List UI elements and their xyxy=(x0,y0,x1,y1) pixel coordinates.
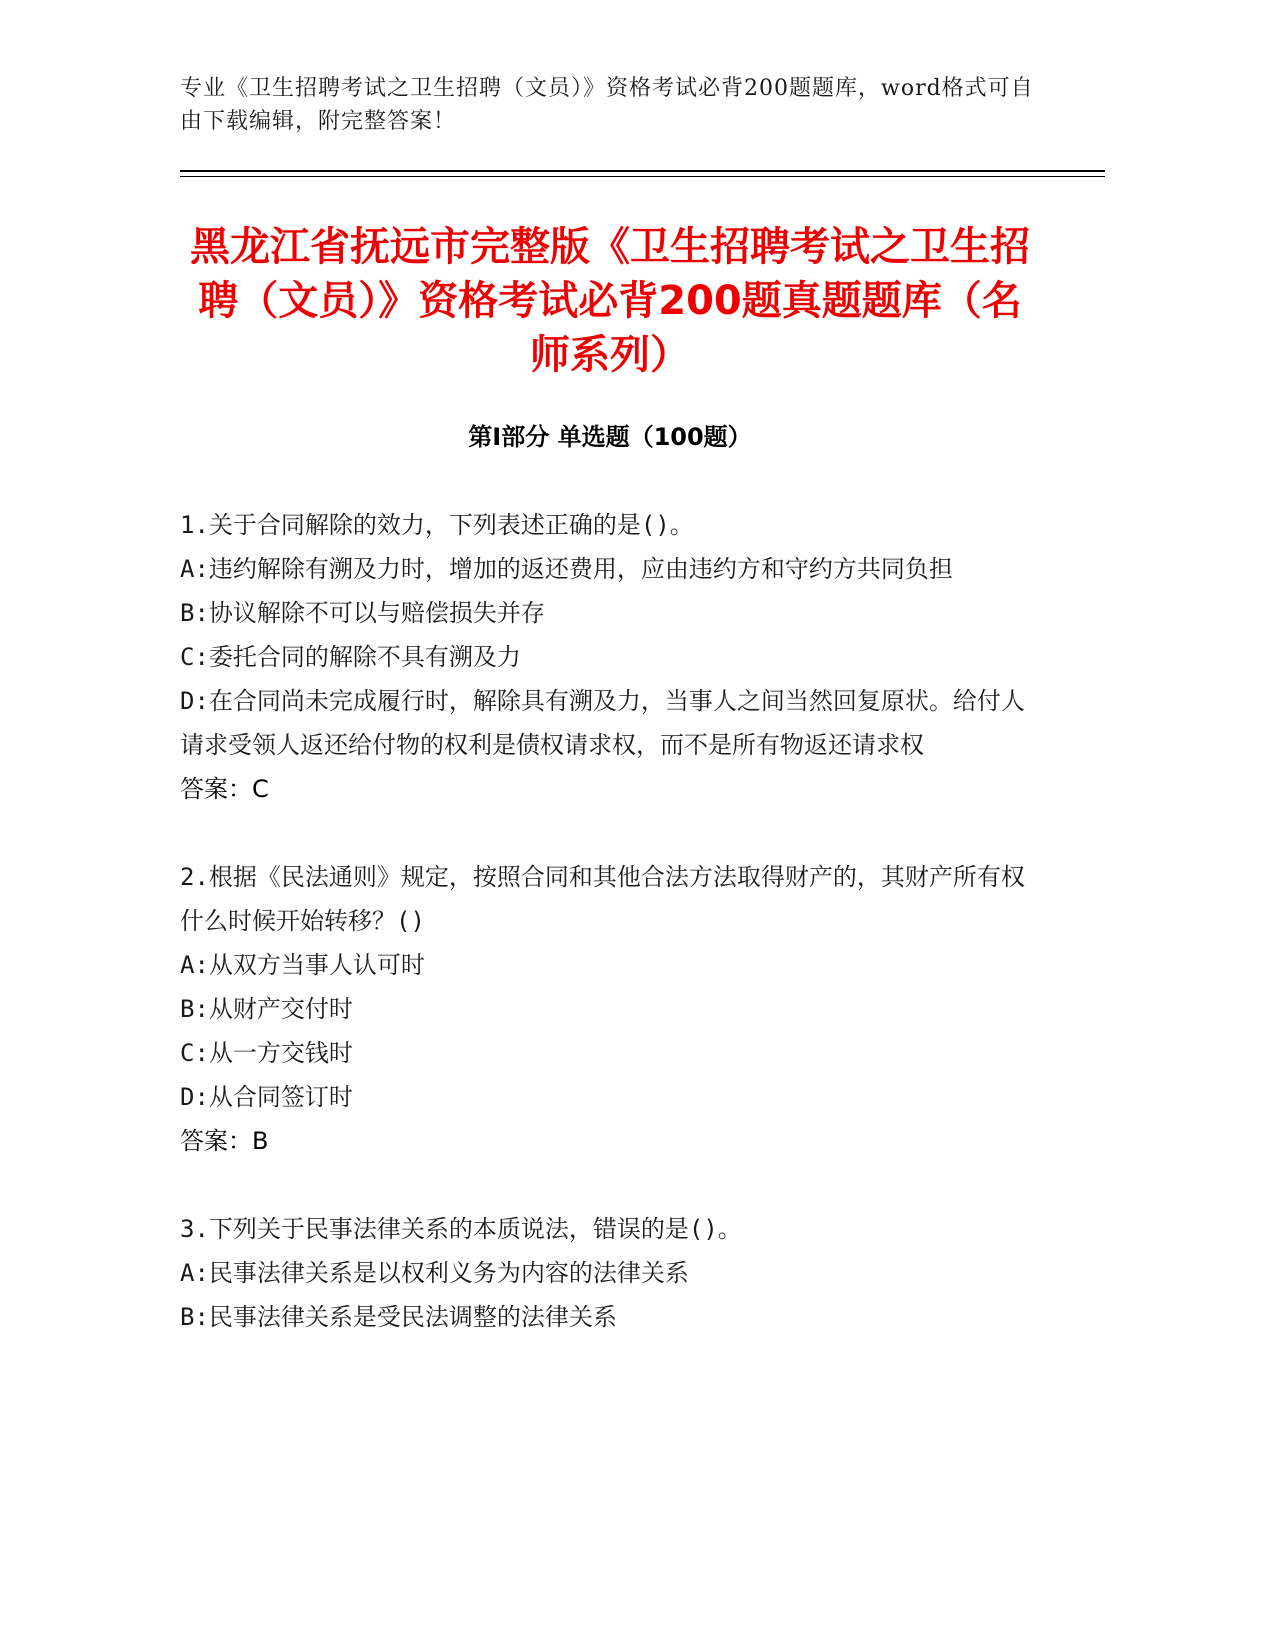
question-item xyxy=(180,503,1030,811)
option-c: C:从一方交钱时 xyxy=(180,1039,353,1067)
header-divider-thin xyxy=(180,176,1105,177)
answer: 答案：B xyxy=(180,1127,269,1155)
question-item xyxy=(180,855,1030,1163)
answer: 答案：C xyxy=(180,775,269,803)
question-stem: 2.根据《民法通则》规定，按照合同和其他合法方法取得财产的，其财产所有权什么时候开始转移？() xyxy=(180,863,1025,935)
option-d: D:在合同尚未完成履行时，解除具有溯及力，当事人之间当然回复原状。给付人请求受领人返还给付物的权利是债权请求权，而不是所有物返还请求权 xyxy=(180,687,1025,759)
question-stem: 1.关于合同解除的效力，下列表述正确的是()。 xyxy=(180,511,694,539)
question-item xyxy=(180,1207,1030,1339)
option-b: B:从财产交付时 xyxy=(180,995,353,1023)
option-c: C:委托合同的解除不具有溯及力 xyxy=(180,643,521,671)
section-heading: 第Ⅰ部分 单选题（100题） xyxy=(468,423,752,451)
option-b: B:民事法律关系是受民法调整的法律关系 xyxy=(180,1303,617,1331)
option-a: A:民事法律关系是以权利义务为内容的法律关系 xyxy=(180,1259,689,1287)
document-title: 黑龙江省抚远市完整版《卫生招聘考试之卫生招聘（文员）》资格考试必背200题真题题库（名师系列） xyxy=(190,224,1030,378)
question-list xyxy=(180,503,1030,1383)
option-d: D:从合同签订时 xyxy=(180,1083,353,1111)
option-a: A:违约解除有溯及力时，增加的返还费用，应由违约方和守约方共同负担 xyxy=(180,555,953,583)
option-a: A:从双方当事人认可时 xyxy=(180,951,425,979)
question-stem: 3.下列关于民事法律关系的本质说法，错误的是()。 xyxy=(180,1215,742,1243)
option-b: B:协议解除不可以与赔偿损失并存 xyxy=(180,599,545,627)
header-divider xyxy=(180,170,1105,172)
header-note: 专业《卫生招聘考试之卫生招聘（文员）》资格考试必背200题题库，word格式可自由下载编辑，附完整答案！ xyxy=(180,76,1034,134)
